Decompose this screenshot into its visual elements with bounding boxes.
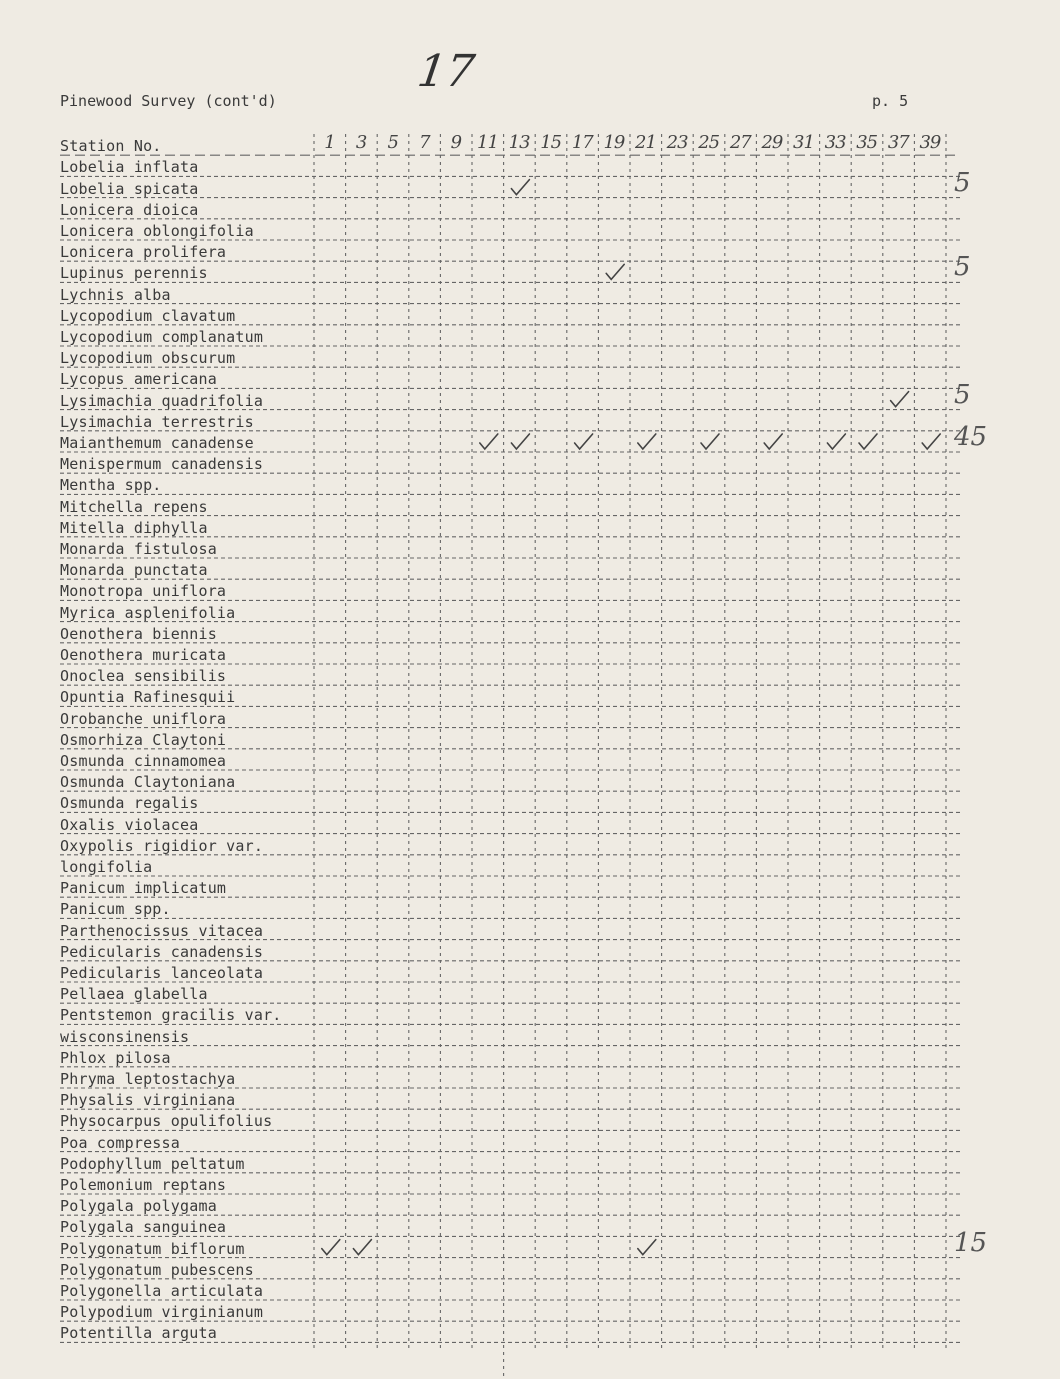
- species-label: Physocarpus opulifolius: [60, 1112, 273, 1131]
- check-mark: [606, 264, 624, 279]
- species-label: Polypodium virginianum: [60, 1303, 264, 1322]
- station-number: 5: [387, 132, 398, 153]
- species-label: Osmunda Claytoniana: [60, 773, 236, 792]
- species-label: Parthenocissus vitacea: [60, 921, 264, 940]
- station-number: 17: [571, 132, 593, 153]
- species-label: Lycopodium obscurum: [60, 349, 236, 368]
- species-label: Polygonatum biflorum: [60, 1239, 245, 1258]
- check-mark: [511, 180, 529, 195]
- species-label: Lonicera dioica: [60, 200, 199, 219]
- station-number: 29: [761, 132, 783, 153]
- station-number-label: Station No.: [60, 137, 162, 156]
- station-number: 11: [477, 132, 498, 153]
- species-label: Orobanche uniflora: [60, 709, 227, 728]
- species-label: Lobelia spicata: [60, 179, 199, 198]
- species-label: Lycopus americana: [60, 370, 217, 389]
- species-label: wisconsinensis: [60, 1027, 190, 1046]
- check-mark: [322, 1240, 340, 1255]
- handwritten-page-number: 17: [414, 46, 478, 97]
- tally-count: 5: [954, 252, 971, 283]
- species-label: Pellaea glabella: [60, 985, 208, 1004]
- species-label: Osmunda regalis: [60, 794, 199, 813]
- check-mark: [638, 1240, 656, 1255]
- check-mark: [922, 434, 940, 449]
- species-label: Lupinus perennis: [60, 264, 208, 283]
- tally-count: 45: [954, 422, 988, 452]
- station-number: 3: [355, 132, 367, 153]
- check-mark: [511, 434, 529, 449]
- station-number: 37: [887, 132, 909, 153]
- check-mark: [480, 434, 498, 449]
- species-label: Physalis virginiana: [60, 1091, 236, 1110]
- check-mark: [353, 1240, 371, 1255]
- check-mark: [891, 392, 909, 407]
- page-label: p. 5: [872, 92, 909, 110]
- check-mark: [638, 434, 656, 449]
- species-label: Mitchella repens: [60, 497, 208, 516]
- species-label: Potentilla arguta: [60, 1324, 217, 1343]
- species-label: Lonicera oblongifolia: [60, 222, 254, 240]
- species-label: Polygonatum pubescens: [60, 1260, 254, 1279]
- species-label: Lychnis alba: [60, 285, 171, 304]
- station-number: 15: [540, 132, 562, 153]
- station-number: 39: [919, 132, 941, 153]
- tally-count: 15: [954, 1227, 988, 1258]
- species-label: Oxypolis rigidior var.: [60, 836, 264, 855]
- station-number: 35: [856, 132, 878, 153]
- document-title: Pinewood Survey (cont'd): [60, 92, 277, 110]
- species-label: Osmunda cinnamomea: [60, 752, 227, 770]
- species-label: longifolia: [60, 858, 153, 876]
- tally-count: 5: [954, 379, 971, 410]
- station-number: 13: [508, 132, 530, 153]
- check-mark: [764, 434, 782, 449]
- species-label: Polygonella articulata: [60, 1282, 264, 1300]
- species-label: Maianthemum canadense: [60, 434, 254, 452]
- species-label: Myrica asplenifolia: [60, 603, 236, 622]
- species-label: Oxalis violacea: [60, 815, 199, 834]
- species-label: Lysimachia terrestris: [60, 412, 254, 431]
- species-label: Lycopodium complanatum: [60, 328, 264, 346]
- species-label: Poa compressa: [60, 1133, 180, 1152]
- species-label: Mitella diphylla: [60, 518, 208, 537]
- station-number: 23: [666, 132, 688, 153]
- station-number: 19: [603, 132, 625, 153]
- species-label: Monarda fistulosa: [60, 540, 217, 558]
- species-label: Polemonium reptans: [60, 1176, 227, 1194]
- check-mark: [701, 434, 719, 449]
- species-label: Oenothera muricata: [60, 646, 227, 664]
- species-label: Oenothera biennis: [60, 624, 217, 643]
- species-label: Pedicularis canadensis: [60, 942, 264, 961]
- species-label: Panicum implicatum: [60, 879, 227, 898]
- species-label: Lycopodium clavatum: [60, 306, 236, 325]
- check-mark: [859, 434, 877, 449]
- species-label: Onoclea sensibilis: [60, 667, 227, 686]
- station-number: 33: [824, 132, 846, 153]
- species-label: Phlox pilosa: [60, 1048, 171, 1067]
- species-label: Polygala sanguinea: [60, 1218, 227, 1237]
- species-label: Pentstemon gracilis var.: [60, 1006, 282, 1025]
- species-label: Osmorhiza Claytoni: [60, 730, 227, 749]
- species-label: Menispermum canadensis: [60, 455, 264, 474]
- species-label: Lobelia inflata: [60, 158, 199, 177]
- species-label: Monotropa uniflora: [60, 582, 227, 601]
- species-label: Polygala polygama: [60, 1197, 217, 1216]
- species-label: Lysimachia quadrifolia: [60, 391, 264, 410]
- species-label: Opuntia Rafinesquii: [60, 688, 236, 707]
- species-label: Panicum spp.: [60, 900, 171, 919]
- species-label: Phryma leptostachya: [60, 1070, 236, 1088]
- species-label: Mentha spp.: [60, 476, 162, 495]
- species-label: Podophyllum peltatum: [60, 1154, 245, 1173]
- station-number: 21: [635, 132, 656, 153]
- species-label: Pedicularis lanceolata: [60, 964, 264, 982]
- check-mark: [575, 434, 593, 449]
- species-label: Monarda punctata: [60, 561, 208, 580]
- species-label: Lonicera prolifera: [60, 243, 227, 262]
- check-mark: [827, 434, 845, 449]
- station-number: 7: [419, 132, 430, 153]
- station-number: 31: [793, 132, 814, 153]
- station-number: 25: [698, 132, 720, 153]
- station-number: 27: [729, 132, 751, 153]
- tally-count: 5: [954, 167, 971, 198]
- station-number: 1: [324, 132, 335, 153]
- station-number: 9: [450, 132, 462, 153]
